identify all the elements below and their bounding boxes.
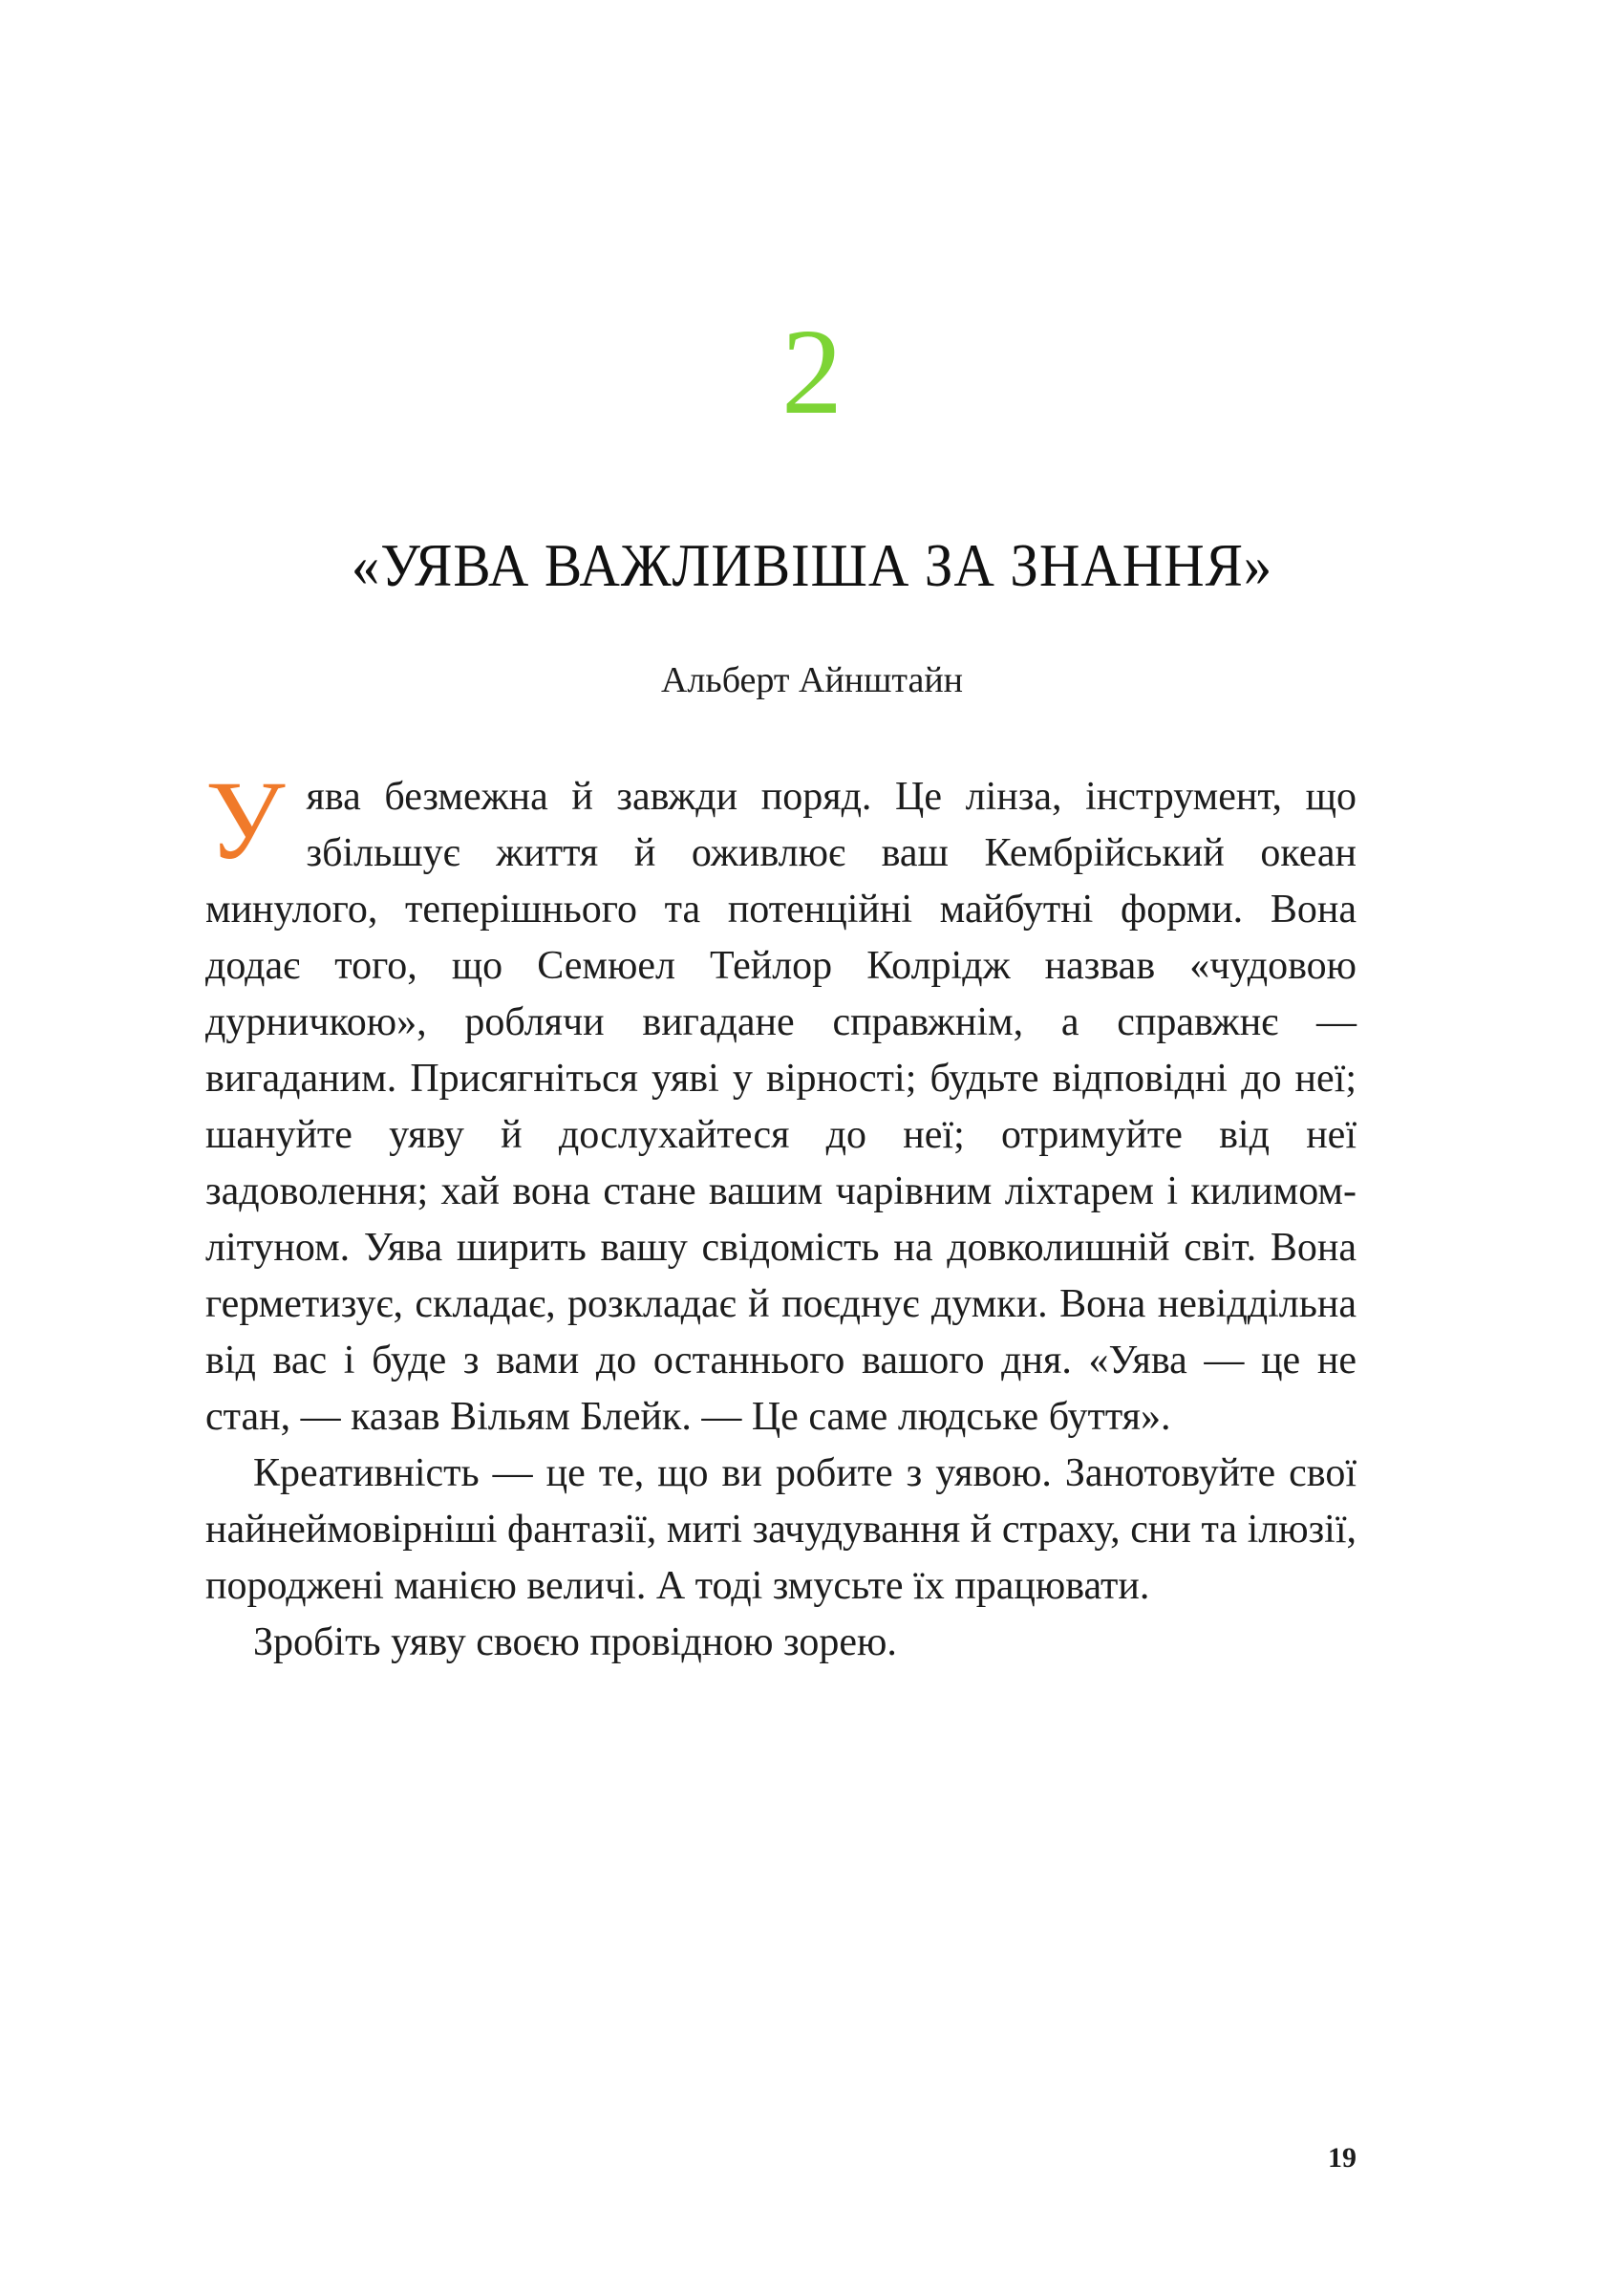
page-number: 19 (1328, 2142, 1357, 2174)
body-text (205, 758, 1357, 1671)
chapter-title: «УЯВА ВАЖЛИВІША ЗА ЗНАННЯ» (351, 531, 1273, 599)
chapter-number: 2 (781, 304, 843, 439)
chapter-author: Альберт Айнштайн (660, 660, 964, 700)
paragraph-1 (205, 758, 1357, 1446)
drop-cap: У (205, 758, 286, 883)
paragraph-3: Зробіть уяву своєю провідною зорею. (253, 1620, 897, 1664)
paragraph-2: Креативність — це те, що ви робите з уявою. Занотовуйте свої найнеймовірніші фантазії, миті зачудування й страху, сни та ілюзії, породжені манією величі. А тоді змусьте їх працювати. (205, 1451, 1357, 1608)
paragraph-1-text: ява безмежна й завжди поряд. Це лінза, інструмент, що збільшує життя й оживлює ваш Кембрійський океан минулого, теперішнього та потенційні майбутні форми. Вона додає того, що Семюел Тейлор Колрідж назвав «чудовою дурничкою», роблячи вигадане справжнім, а справжнє — вигаданим. Присягніться уяві у вірності; будьте відповідні до неї; шануйте уяву й дослухайтеся до неї; отримуйте від неї задоволення; хай вона стане вашим чарівним ліхтарем і килимом-літуном. Уява ширить вашу свідомість на довколишній світ. Вона герметизує, складає, розкладає й поєднує думки. Вона невіддільна від вас і буде з вами до останнього вашого дня. «Уява — це не стан, — казав Вільям Блейк. — Це саме людське буття». (205, 775, 1357, 1439)
